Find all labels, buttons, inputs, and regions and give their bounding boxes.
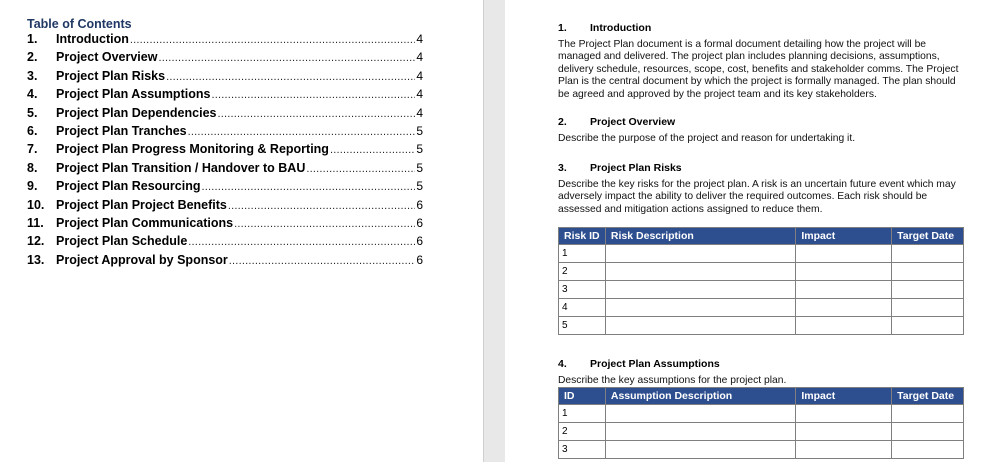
toc-entry-8[interactable]: [27, 161, 423, 179]
table-row: [559, 423, 964, 441]
toc-entry-3[interactable]: [27, 69, 423, 87]
table-cell[interactable]: 3: [559, 281, 606, 299]
toc-entry-4[interactable]: [27, 87, 423, 105]
section-heading: [558, 116, 963, 130]
table-row: [559, 299, 964, 317]
table-cell[interactable]: [796, 317, 892, 335]
toc-entry-label: Project Plan Communications: [56, 215, 234, 230]
toc-leader-dots: [188, 126, 416, 138]
toc-entry-number: 2.: [27, 50, 38, 65]
page-divider: [483, 0, 484, 462]
toc-entry-page: 4: [416, 105, 423, 120]
section-number: 3.: [558, 162, 567, 174]
table-cell[interactable]: [892, 405, 964, 423]
toc-entry-5[interactable]: [27, 106, 423, 124]
table-cell[interactable]: [605, 245, 795, 263]
toc-entry-label: Project Overview: [56, 50, 158, 65]
page-gutter: [483, 0, 505, 462]
table-cell[interactable]: [796, 281, 892, 299]
table-header-row: [559, 228, 964, 245]
toc-entry-number: 10.: [27, 197, 45, 212]
toc-entry-13[interactable]: [27, 253, 423, 271]
toc-entry-label: Introduction: [56, 32, 129, 46]
toc-leader-dots: [306, 163, 415, 175]
table-cell[interactable]: 1: [559, 245, 606, 263]
toc-entry-label: Project Plan Project Benefits: [56, 197, 227, 212]
section-number: 4.: [558, 358, 567, 370]
table-cell[interactable]: [605, 263, 795, 281]
toc-entry-number: 12.: [27, 234, 45, 249]
column-header: ID: [559, 388, 606, 405]
toc-leader-dots: [211, 89, 415, 101]
table-cell[interactable]: [892, 299, 964, 317]
toc-entry-label: Project Plan Resourcing: [56, 179, 201, 194]
toc-leader-dots: [234, 218, 415, 230]
toc-entry-page: 4: [416, 32, 423, 46]
toc-entry-label: Project Plan Dependencies: [56, 105, 217, 120]
toc-entry-label: Project Plan Risks: [56, 68, 166, 83]
toc-entry-label: Project Approval by Sponsor: [56, 252, 228, 267]
toc-title: Table of Contents: [27, 17, 132, 31]
section-heading: [558, 22, 963, 36]
toc-entry-number: 9.: [27, 179, 38, 194]
toc-entry-page: 6: [416, 252, 423, 267]
section-body: Describe the purpose of the project and reason for undertaking it.: [558, 133, 856, 144]
table-cell[interactable]: [892, 441, 964, 459]
table-cell[interactable]: [892, 281, 964, 299]
toc-entry-7[interactable]: [27, 142, 423, 160]
toc-entry-page: 4: [416, 68, 423, 83]
section-title: Project Overview: [590, 116, 676, 128]
toc-entry-12[interactable]: [27, 234, 423, 252]
toc-leader-dots: [229, 255, 416, 267]
toc-entry-number: 4.: [27, 87, 38, 102]
table-cell[interactable]: [605, 281, 795, 299]
toc-entry-page: 5: [416, 179, 423, 194]
toc-entry-9[interactable]: [27, 179, 423, 197]
table-cell[interactable]: [605, 405, 795, 423]
toc-entry-number: 11.: [27, 215, 44, 230]
toc-list: [27, 32, 423, 271]
table-cell[interactable]: [796, 423, 892, 441]
section-number: 1.: [558, 22, 567, 34]
section-title: Project Plan Risks: [590, 162, 682, 174]
toc-entry-number: 8.: [27, 160, 38, 175]
table-cell[interactable]: [605, 441, 795, 459]
toc-entry-page: 6: [416, 197, 423, 212]
assumption-table: [558, 387, 964, 459]
table-cell[interactable]: [892, 423, 964, 441]
toc-entry-2[interactable]: [27, 50, 423, 68]
table-row: [559, 245, 964, 263]
section-body: Describe the key assumptions for the project plan.: [558, 375, 787, 386]
toc-leader-dots: [188, 236, 415, 248]
toc-leader-dots: [201, 181, 415, 193]
toc-entry-page: 6: [416, 215, 423, 230]
toc-page: [0, 0, 483, 462]
column-header: Target Date: [892, 228, 964, 245]
table-cell[interactable]: 3: [559, 441, 606, 459]
toc-entry-page: 5: [416, 160, 423, 175]
section-project-plan-risks: [558, 162, 963, 216]
toc-leader-dots: [166, 71, 415, 83]
toc-entry-number: 6.: [27, 123, 38, 138]
table-cell[interactable]: 1: [559, 405, 606, 423]
toc-entry-number: 7.: [27, 142, 38, 157]
toc-entry-1[interactable]: [27, 32, 423, 50]
toc-entry-page: 6: [416, 234, 423, 249]
table-row: [559, 441, 964, 459]
table-cell[interactable]: [892, 245, 964, 263]
toc-entry-11[interactable]: [27, 216, 423, 234]
section-body: The Project Plan document is a formal document detailing how the project will be managed and delivered. The project plan includes planning decisions, assumptions, delivery schedule, resources, scope, cost, benefits and stakeholder comms. The Project Plan is the central document by which the project is formally managed. The plan should be agreed and approved by the project team and its key stakeholders.: [558, 39, 959, 100]
toc-entry-label: Project Plan Progress Monitoring & Reporting: [56, 142, 329, 157]
toc-entry-number: 1.: [27, 32, 38, 46]
table-header-row: [559, 388, 964, 405]
table-cell[interactable]: [892, 317, 964, 335]
toc-leader-dots: [330, 144, 415, 156]
column-header: Target Date: [892, 388, 964, 405]
table-cell[interactable]: [605, 299, 795, 317]
toc-entry-number: 5.: [27, 105, 38, 120]
column-header: Assumption Description: [605, 388, 795, 405]
toc-entry-number: 3.: [27, 68, 38, 83]
table-cell[interactable]: 4: [559, 299, 606, 317]
toc-leader-dots: [217, 108, 415, 120]
toc-entry-number: 13.: [27, 252, 45, 267]
content-page: [505, 0, 1005, 462]
table-cell[interactable]: [605, 423, 795, 441]
table-cell[interactable]: 2: [559, 423, 606, 441]
section-title: Project Plan Assumptions: [590, 358, 720, 370]
section-number: 2.: [558, 116, 567, 128]
risk-table: [558, 227, 964, 335]
table-cell[interactable]: 5: [559, 317, 606, 335]
column-header: Impact: [796, 228, 892, 245]
toc-entry-label: Project Plan Transition / Handover to BAU: [56, 160, 306, 175]
toc-entry-6[interactable]: [27, 124, 423, 142]
toc-entry-label: Project Plan Schedule: [56, 234, 188, 249]
table-cell[interactable]: [796, 405, 892, 423]
table-cell[interactable]: 2: [559, 263, 606, 281]
table-row: [559, 405, 964, 423]
column-header: Risk Description: [605, 228, 795, 245]
table-cell[interactable]: [796, 299, 892, 317]
toc-entry-page: 5: [416, 123, 423, 138]
table-cell[interactable]: [796, 263, 892, 281]
toc-entry-10[interactable]: [27, 198, 423, 216]
toc-entry-page: 4: [416, 87, 423, 102]
table-cell[interactable]: [892, 263, 964, 281]
column-header: Impact: [796, 388, 892, 405]
table-cell[interactable]: [796, 441, 892, 459]
table-row: [559, 317, 964, 335]
section-heading: [558, 358, 963, 372]
toc-leader-dots: [228, 200, 415, 212]
section-introduction: [558, 22, 963, 101]
toc-leader-dots: [158, 52, 415, 64]
table-row: [559, 281, 964, 299]
table-cell[interactable]: [605, 317, 795, 335]
toc-entry-page: 5: [416, 142, 423, 157]
section-title: Introduction: [590, 22, 652, 34]
table-cell[interactable]: [796, 245, 892, 263]
section-heading: [558, 162, 963, 176]
toc-entry-page: 4: [416, 50, 423, 65]
section-project-overview: [558, 116, 963, 145]
column-header: Risk ID: [559, 228, 606, 245]
section-body: Describe the key risks for the project plan. A risk is an uncertain future event which may adversely impact the ability to deliver the required outcomes. Each risk should be assessed and mitigation actions assigned to reduce them.: [558, 179, 956, 215]
toc-entry-label: Project Plan Assumptions: [56, 87, 211, 102]
table-row: [559, 263, 964, 281]
section-project-plan-assumptions: [558, 358, 963, 387]
toc-entry-label: Project Plan Tranches: [56, 123, 187, 138]
toc-leader-dots: [130, 34, 415, 46]
